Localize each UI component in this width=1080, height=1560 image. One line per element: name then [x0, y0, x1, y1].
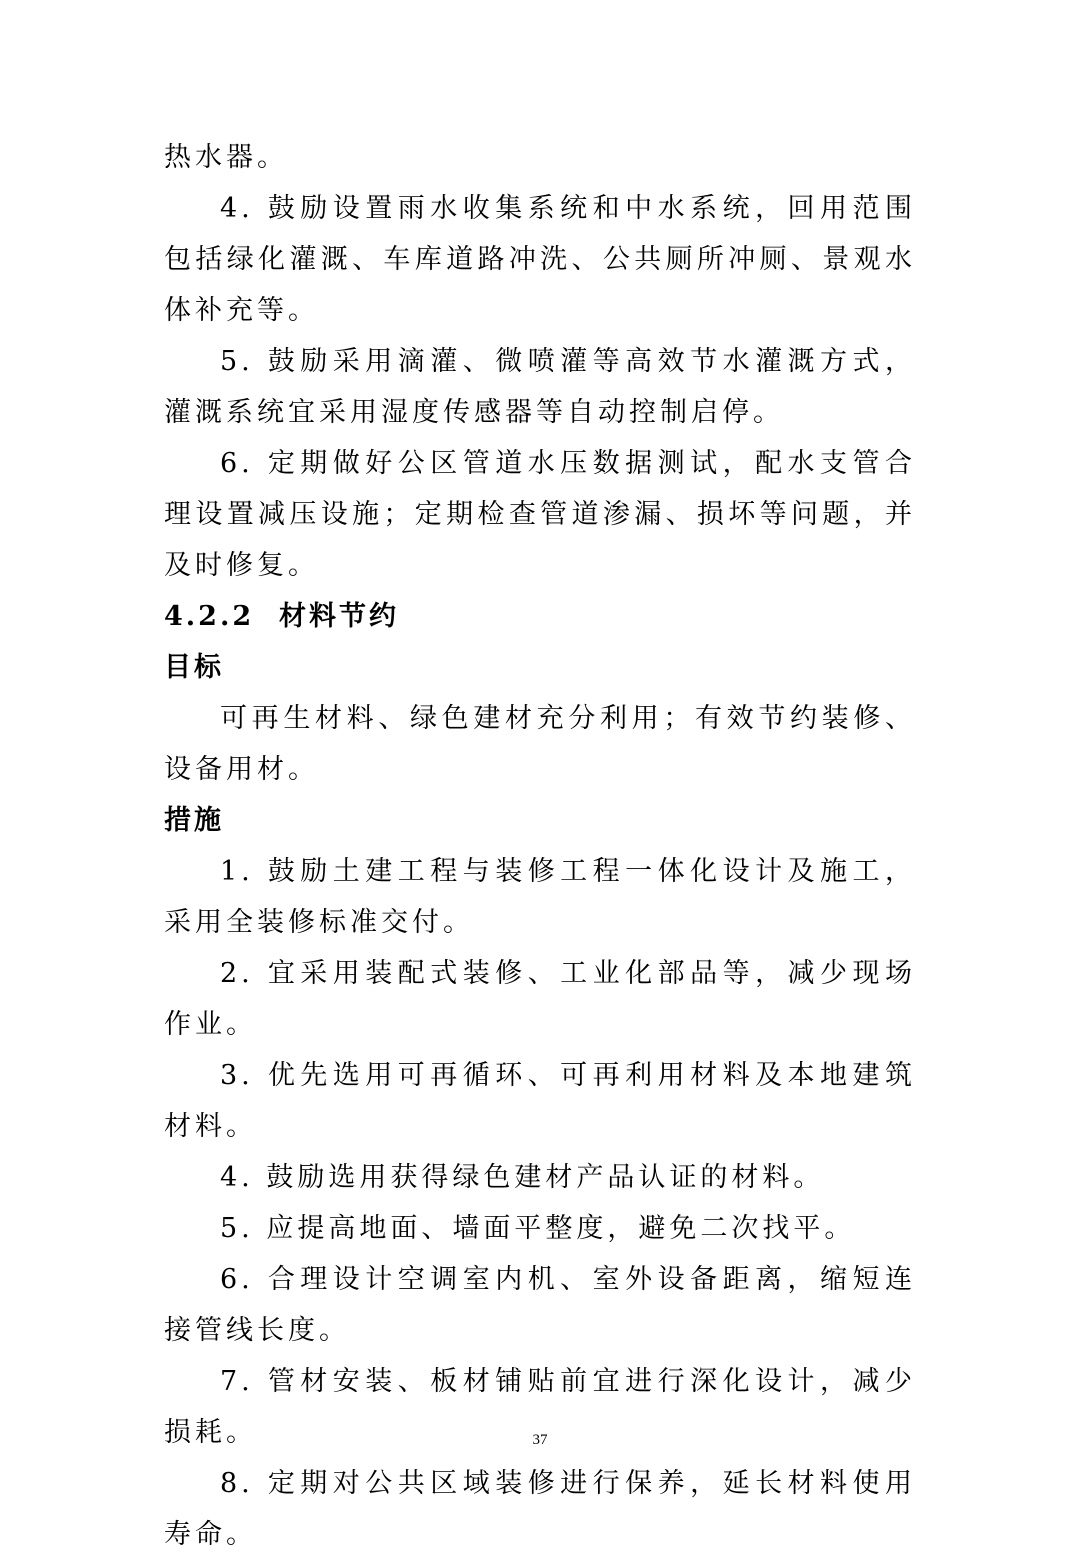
measure-item: 7. 管材安装、板材铺贴前宜进行深化设计，减少损耗。	[164, 1366, 916, 1448]
section-number: 4.2.2	[164, 601, 255, 632]
measure-item: 8. 定期对公共区域装修进行保养，延长材料使用寿命。	[164, 1468, 916, 1550]
measure-item: 3. 优先选用可再循环、可再利用材料及本地建筑材料。	[164, 1060, 916, 1142]
measure-item: 4. 鼓励选用获得绿色建材产品认证的材料。	[220, 1162, 825, 1193]
water-measure-4: 4. 鼓励设置雨水收集系统和中水系统，回用范围包括绿化灌溉、车库道路冲洗、公共厕所冲厕、景观水体补充等。	[164, 193, 916, 326]
goal-text: 可再生材料、绿色建材充分利用；有效节约装修、设备用材。	[164, 703, 916, 785]
section-heading	[164, 591, 916, 642]
measure-item: 6. 合理设计空调室内机、室外设备距离，缩短连接管线长度。	[164, 1264, 916, 1346]
water-measure-5: 5. 鼓励采用滴灌、微喷灌等高效节水灌溉方式，灌溉系统宜采用湿度传感器等自动控制启停。	[164, 346, 916, 428]
goal-heading: 目标	[164, 652, 224, 683]
measures-heading: 措施	[164, 805, 224, 836]
water-measure-6: 6. 定期做好公区管道水压数据测试，配水支管合理设置减压设施；定期检查管道渗漏、损坏等问题，并及时修复。	[164, 448, 916, 581]
document-body	[164, 132, 916, 1560]
section-title: 材料节约	[278, 601, 399, 632]
page-number: 37	[532, 1432, 548, 1448]
measure-item: 1. 鼓励土建工程与装修工程一体化设计及施工，采用全装修标准交付。	[164, 856, 916, 938]
measure-item: 5. 应提高地面、墙面平整度，避免二次找平。	[220, 1213, 856, 1244]
measure-item: 2. 宜采用装配式装修、工业化部品等，减少现场作业。	[164, 958, 916, 1040]
continued-paragraph: 热水器。	[164, 142, 288, 173]
